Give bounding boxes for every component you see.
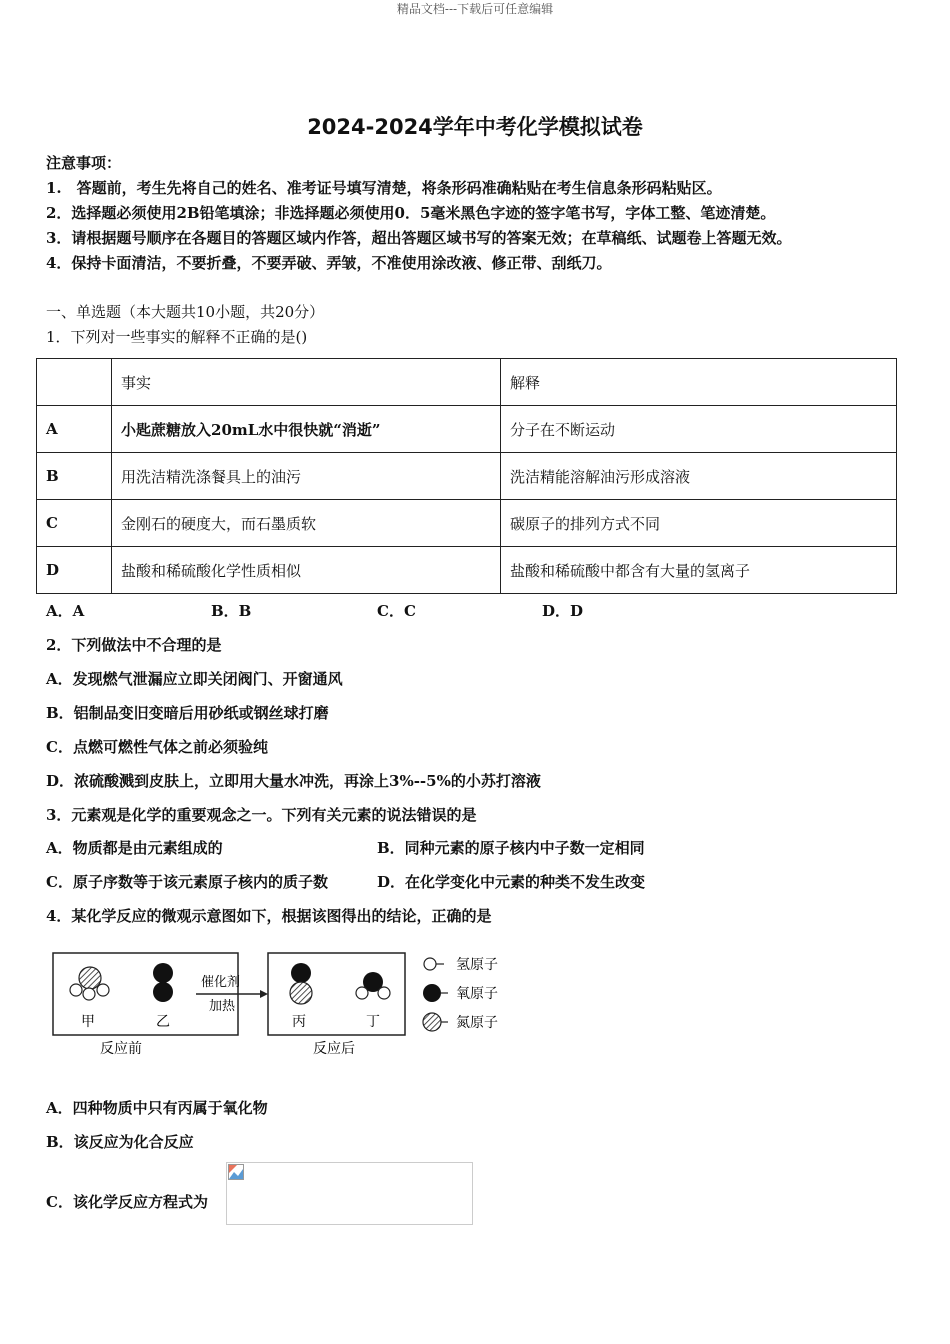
row-fact: 金刚石的硬度大，而石墨质软 [112,500,501,547]
table-row [37,547,897,594]
row-explain: 分子在不断运动 [501,406,897,453]
equation-image-placeholder [226,1162,473,1225]
notice-item-2: 2．选择题必须使用2B铅笔填涂；非选择题必须使用0．5毫米黑色字迹的签字笔书写，字体工整、笔迹清楚。 [46,204,776,222]
row-key: A [37,406,112,453]
legend-oxygen-marker [423,984,441,1002]
legend-nitrogen-marker [423,1013,441,1031]
q4-option-b: B．该反应为化合反应 [46,1133,194,1151]
q2-option-c: C．点燃可燃性气体之前必须验纯 [46,738,268,756]
q1-option-d: D．D [542,602,584,620]
q3-option-a: A．物质都是由元素组成的 [46,839,223,857]
notice-heading: 注意事项： [46,154,122,172]
legend-nitrogen: 氮原子 [456,1015,498,1031]
row-key: D [37,547,112,594]
label-jia: 甲 [81,1014,95,1030]
page-title: 2024-2024学年中考化学模拟试卷 [307,115,643,139]
arrow-bottom-label: 加热 [209,999,236,1014]
q4-option-a: A．四种物质中只有丙属于氧化物 [46,1099,268,1117]
q2-stem: 2．下列做法中不合理的是 [46,636,222,654]
q3-option-c: C．原子序数等于该元素原子核内的质子数 [46,873,328,891]
legend-hydrogen: 氢原子 [456,957,498,973]
row-key: C [37,500,112,547]
facts-table [36,358,897,594]
row-fact: 盐酸和稀硫酸化学性质相似 [112,547,501,594]
caption-before: 反应前 [100,1041,142,1057]
notice-item-4: 4．保持卡面清洁，不要折叠，不要弄破、弄皱，不准使用涂改液、修正带、刮纸刀。 [46,254,612,272]
legend-oxygen: 氧原子 [456,986,498,1002]
q2-option-b: B．铝制品变旧变暗后用砂纸或钢丝球打磨 [46,704,329,722]
molecule-bing [290,963,312,1004]
label-ding: 丁 [366,1014,380,1030]
label-bing: 丙 [292,1014,306,1030]
q4-option-c: C．该化学反应方程式为 [46,1193,208,1211]
row-fact: 用洗洁精洗涤餐具上的油污 [112,453,501,500]
table-row [37,406,897,453]
page-header-note: 精品文档---下载后可任意编辑 [396,2,554,16]
arrow-head [260,990,268,998]
reaction-diagram [48,948,518,1060]
q1-stem: 1．下列对一些事实的解释不正确的是() [46,328,308,346]
notice-item-3: 3．请根据题号顺序在各题目的答题区域内作答，超出答题区域书写的答案无效；在草稿纸、试题卷上答题无效。 [46,229,792,247]
q1-option-b: B．B [211,602,252,620]
row-explain: 洗洁精能溶解油污形成溶液 [501,453,897,500]
q3-option-d: D．在化学变化中元素的种类不发生改变 [377,873,646,891]
table-row [37,500,897,547]
molecule-yi [153,963,173,1002]
molecule-ding [356,972,390,999]
table-header-row [37,359,897,406]
broken-image-icon [228,1164,244,1180]
legend-hydrogen-marker [424,958,436,970]
q1-option-c: C．C [377,602,416,620]
q4-stem: 4．某化学反应的微观示意图如下，根据该图得出的结论，正确的是 [46,907,492,925]
arrow-top-label: 催化剂 [201,975,241,990]
q3-option-b: B．同种元素的原子核内中子数一定相同 [377,839,645,857]
row-fact: 小匙蔗糖放入20mL水中很快就“消逝” [112,406,501,453]
table-header-key [37,359,112,406]
q2-option-a: A．发现燃气泄漏应立即关闭阀门、开窗通风 [46,670,343,688]
q2-option-d: D．浓硫酸溅到皮肤上，立即用大量水冲洗，再涂上3%--5%的小苏打溶液 [46,772,541,790]
row-explain: 碳原子的排列方式不同 [501,500,897,547]
section-heading: 一、单选题（本大题共10小题，共20分） [46,303,325,321]
caption-after: 反应后 [313,1041,355,1057]
label-yi: 乙 [156,1014,170,1030]
q3-stem: 3．元素观是化学的重要观念之一。下列有关元素的说法错误的是 [46,806,477,824]
row-key: B [37,453,112,500]
notice-item-1: 1. 答题前，考生先将自己的姓名、准考证号填写清楚，将条形码准确粘贴在考生信息条形码粘贴区。 [46,179,722,197]
table-header-explain: 解释 [501,359,897,406]
table-row [37,453,897,500]
molecule-jia [70,967,109,1000]
q1-option-a: A．A [46,602,85,620]
table-header-fact: 事实 [112,359,501,406]
row-explain: 盐酸和稀硫酸中都含有大量的氢离子 [501,547,897,594]
